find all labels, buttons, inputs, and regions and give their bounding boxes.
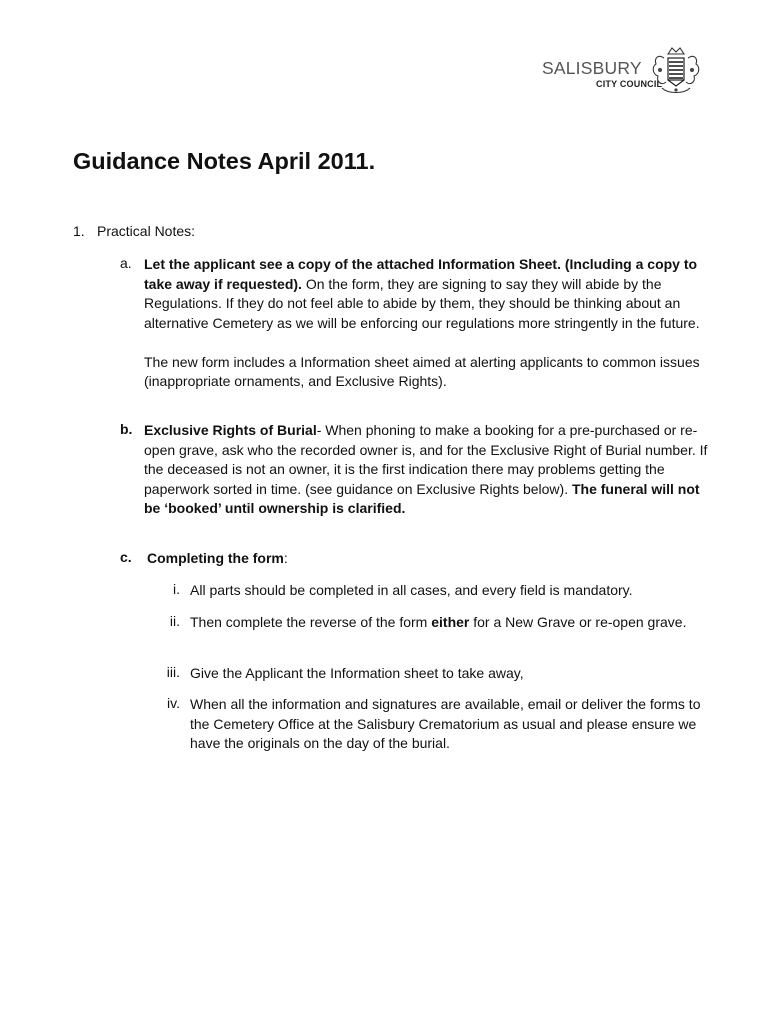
subitem-ii-bold: either (431, 614, 470, 630)
subitem-iv-marker: iv. (167, 695, 180, 711)
item-a-bold: Let the applicant see a copy of the attached Information Sheet. (Including a copy to take away if requested). (144, 256, 698, 292)
section-number: 1. (73, 223, 85, 239)
subitem-ii-marker: ii. (169, 613, 180, 629)
council-logo (540, 44, 705, 96)
subitem-ii-after: for a New Grave or re-open grave. (469, 614, 687, 630)
item-b-bold-end: The funeral will not be ‘booked’ until ownership is clarified. (144, 480, 700, 516)
subitem-iii-text: Give the Applicant the Information sheet to take away, (190, 665, 524, 681)
subitem-iv-text: When all the information and signatures are available, email or deliver the forms to the Cemetery Office at the Salisbury Crematorium as usual and please ensure we have the originals on the day of the burial. (190, 696, 701, 751)
logo-subtitle: CITY COUNCIL (596, 79, 663, 89)
item-c-body (147, 549, 717, 569)
item-a-body (144, 255, 714, 392)
item-c-marker: c. (120, 549, 132, 565)
page-title: Guidance Notes April 2011. (73, 148, 376, 174)
item-b-paragraph (144, 421, 714, 519)
subitem-i-marker: i. (173, 581, 180, 597)
item-a-marker: a. (120, 255, 132, 271)
subitem-iii-marker: iii. (166, 664, 180, 680)
council-crest-icon (648, 44, 704, 96)
item-b-marker: b. (120, 421, 133, 437)
item-c-text: : (283, 550, 288, 566)
section-label: Practical Notes: (97, 223, 196, 239)
item-b-text: - When phoning to make a booking for a pre-purchased or re-open grave, ask who the recorded owner is, and for the Exclusive Right of Burial number. If the deceased is not an owner, it is the first indication there may problems getting the paperwork sorted in time. (see guidance on Exclusive Rights below). (144, 422, 708, 497)
item-c-heading (147, 549, 717, 569)
item-a-paragraph (144, 255, 714, 333)
subitem-ii-text (190, 613, 710, 633)
subitem-i-text: All parts should be completed in all cases, and every field is mandatory. (190, 582, 633, 598)
item-a-paragraph-2: The new form includes a Information sheet aimed at alerting applicants to common issues (inappropriate ornaments, and Exclusive Rights). (144, 353, 700, 389)
item-b-body (144, 421, 714, 519)
logo-name: SALISBURY (542, 58, 642, 78)
item-a-text: On the form, they are signing to say they will abide by the Regulations. If they do not feel able to abide by them, they should be thinking about an alternative Cemetery as we will be enforcing our regulations more stringently in the future. (144, 275, 700, 331)
item-c-bold: Completing the form (147, 550, 284, 566)
subitem-ii-before: Then complete the reverse of the form (190, 614, 432, 630)
item-b-bold: Exclusive Rights of Burial (144, 422, 317, 438)
